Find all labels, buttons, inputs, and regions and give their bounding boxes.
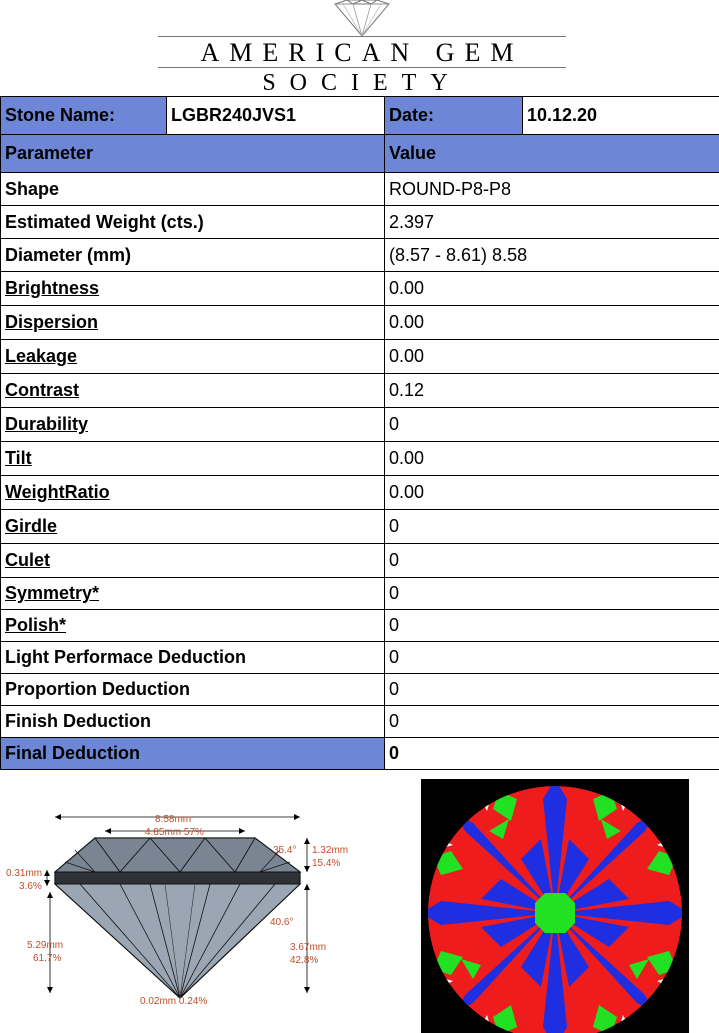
param-value: 0.00 (385, 340, 719, 374)
param-link[interactable]: Dispersion (1, 306, 385, 340)
ags-logo (158, 0, 566, 95)
logo-divider (158, 36, 566, 37)
table-row (1, 173, 719, 206)
param-link[interactable]: Leakage (1, 340, 385, 374)
diamond-profile-icon (55, 838, 300, 998)
logo-divider (158, 67, 566, 68)
diameter-label: 8.58mm (155, 814, 192, 825)
table-row (1, 442, 719, 476)
proportion-diagram (0, 800, 400, 1010)
table-row (1, 578, 719, 610)
table-row (1, 706, 719, 738)
pavilion-depth-mm-label: 3.67mm (290, 942, 327, 953)
aset-image (421, 779, 689, 1033)
table-row (1, 206, 719, 239)
stone-name-value: LGBR240JVS1 (167, 97, 385, 135)
param-label: Shape (1, 173, 385, 206)
table-header-row (1, 135, 719, 173)
param-value: 0 (385, 706, 719, 738)
table-row (1, 674, 719, 706)
param-link[interactable]: Symmetry* (1, 578, 385, 610)
param-value: 0 (385, 610, 719, 642)
param-link[interactable]: Tilt (1, 442, 385, 476)
param-value: 0.12 (385, 374, 719, 408)
param-value: 0 (385, 674, 719, 706)
table-row (1, 544, 719, 578)
crown-angle-label: 35.4° (273, 845, 297, 856)
param-value: 0 (385, 642, 719, 674)
final-deduction-label: Final Deduction (1, 738, 385, 770)
param-value: 0.00 (385, 442, 719, 476)
stone-info-row (1, 97, 719, 135)
param-value: 0.00 (385, 306, 719, 340)
table-row (1, 610, 719, 642)
param-label: Finish Deduction (1, 706, 385, 738)
table-label: 4.85mm 57% (145, 827, 204, 838)
param-label: Diameter (mm) (1, 239, 385, 272)
param-label: Light Performace Deduction (1, 642, 385, 674)
param-link[interactable]: WeightRatio (1, 476, 385, 510)
girdle-mm-label: 0.31mm (6, 868, 43, 879)
girdle-pct-label: 3.6% (19, 881, 42, 892)
param-link[interactable]: Contrast (1, 374, 385, 408)
table-row (1, 272, 719, 306)
parameter-header: Parameter (1, 135, 385, 173)
total-depth-pct-label: 61.7% (33, 953, 62, 964)
param-value: (8.57 - 8.61) 8.58 (385, 239, 719, 272)
param-value: 0 (385, 408, 719, 442)
param-label: Proportion Deduction (1, 674, 385, 706)
table-row (1, 340, 719, 374)
pavilion-depth-pct-label: 42.8% (290, 955, 319, 966)
table-row (1, 408, 719, 442)
table-row (1, 642, 719, 674)
param-link[interactable]: Durability (1, 408, 385, 442)
culet-label: 0.02mm 0.24% (140, 996, 208, 1007)
table-row (1, 306, 719, 340)
param-value: 0.00 (385, 272, 719, 306)
param-link[interactable]: Polish* (1, 610, 385, 642)
crown-height-pct-label: 15.4% (312, 858, 341, 869)
logo-org-line1: AMERICAN GEM (200, 38, 524, 67)
param-link[interactable]: Culet (1, 544, 385, 578)
logo-org-line2: SOCIETY (262, 70, 462, 96)
pavilion-angle-label: 40.6° (270, 917, 294, 928)
table-row (1, 374, 719, 408)
report-table (0, 96, 719, 770)
param-value: 2.397 (385, 206, 719, 239)
param-value: 0 (385, 578, 719, 610)
final-deduction-row (1, 738, 719, 770)
date-label: Date: (385, 97, 523, 135)
param-link[interactable]: Girdle (1, 510, 385, 544)
aset-diamond-icon (421, 779, 689, 1033)
total-depth-mm-label: 5.29mm (27, 940, 64, 951)
table-row (1, 510, 719, 544)
param-value: 0.00 (385, 476, 719, 510)
param-value: ROUND-P8-P8 (385, 173, 719, 206)
param-label: Estimated Weight (cts.) (1, 206, 385, 239)
diamond-logo-icon (329, 0, 395, 36)
final-deduction-value: 0 (385, 738, 719, 770)
param-link[interactable]: Brightness (1, 272, 385, 306)
value-header: Value (385, 135, 719, 173)
param-value: 0 (385, 510, 719, 544)
param-value: 0 (385, 544, 719, 578)
table-row (1, 476, 719, 510)
crown-height-mm-label: 1.32mm (312, 845, 349, 856)
stone-name-label: Stone Name: (1, 97, 167, 135)
date-value: 10.12.20 (523, 97, 719, 135)
table-row (1, 239, 719, 272)
